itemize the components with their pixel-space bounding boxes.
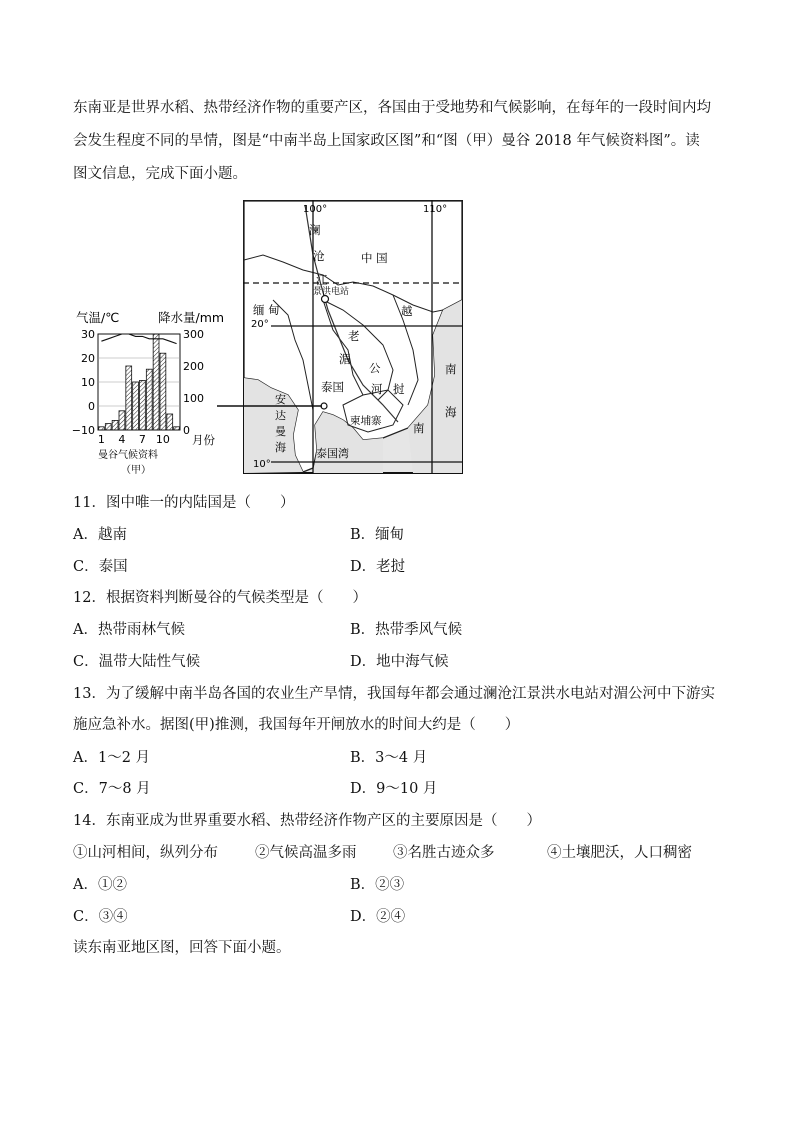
q14-option-c[interactable]: C．③④ <box>73 909 128 925</box>
right-tick-label: 300 <box>183 328 204 341</box>
label-laos: 老 <box>348 329 360 343</box>
chart-caption-2: （甲） <box>121 465 151 476</box>
intro-line-3: 图文信息，完成下面小题。 <box>73 166 247 182</box>
left-tick-label: 0 <box>88 400 95 413</box>
q14-statement-3: ③名胜古迹众多 <box>393 845 495 861</box>
label-jinghong: 景洪电站 <box>313 287 350 297</box>
next-section-instruction: 读东南亚地区图，回答下面小题。 <box>73 940 291 956</box>
label-lancang-3: 江 <box>316 273 328 287</box>
q11-stem: 11．图中唯一的内陆国是（ ） <box>73 495 295 511</box>
q13-option-d[interactable]: D．9～10 月 <box>350 781 438 797</box>
label-lat-20: 20° <box>251 319 269 330</box>
label-wo: 挝 <box>393 382 405 396</box>
x-tick-label: 4 <box>118 433 126 446</box>
label-china: 中 国 <box>361 251 388 265</box>
label-nanhai-2: 海 <box>445 405 457 419</box>
right-tick-label: 200 <box>183 360 204 373</box>
chart-caption-1: 曼谷气候资料 <box>98 450 158 461</box>
q13-option-c[interactable]: C．7～8 月 <box>73 781 151 797</box>
q11-option-d[interactable]: D．老挝 <box>350 559 406 575</box>
q14-statement-4: ④土壤肥沃，人口稠密 <box>547 845 692 861</box>
label-cambodia: 柬埔寨 <box>350 415 382 427</box>
q14-stem: 14．东南亚成为世界重要水稻、热带经济作物产区的主要原因是（ ） <box>73 813 541 829</box>
label-andaman-2: 达 <box>275 409 286 422</box>
label-lancang-2: 沧 <box>313 249 325 263</box>
label-yue: 越 <box>401 304 413 318</box>
left-axis-label: 气温/℃ <box>76 310 120 325</box>
q14-option-b[interactable]: B．②③ <box>350 877 405 893</box>
q12-stem: 12．根据资料判断曼谷的气候类型是（ ） <box>73 590 367 606</box>
q12-option-d[interactable]: D．地中海气候 <box>350 654 449 670</box>
label-lancang-1: 澜 <box>309 223 321 237</box>
label-nanhai-1: 南 <box>445 362 457 376</box>
q14-statement-2: ②气候高温多雨 <box>255 845 357 861</box>
intro-line-1: 东南亚是世界水稻、热带经济作物的重要产区，各国由于受地势和气候影响，在每年的一段时间内均 <box>73 100 711 116</box>
label-gulf-of-thailand: 泰国湾 <box>316 447 349 460</box>
q13-stem-line-1: 13．为了缓解中南半岛各国的农业生产旱情，我国每年都会通过澜沧江景洪水电站对湄公河中下游实 <box>73 686 715 702</box>
q14-option-d[interactable]: D．②④ <box>350 909 406 925</box>
label-andaman-3: 曼 <box>275 425 286 438</box>
label-andaman-4: 海 <box>275 441 286 454</box>
label-andaman-1: 安 <box>275 393 286 406</box>
left-tick-label: 30 <box>81 328 95 341</box>
q14-statement-1: ①山河相间，纵列分布 <box>73 845 218 861</box>
q14-option-a[interactable]: A．①② <box>73 877 127 893</box>
intro-line-2: 会发生程度不同的旱情，图是“中南半岛上国家政区图”和“图（甲）曼谷 2018 年气候资料图”。读 <box>73 133 700 149</box>
label-he: 河 <box>371 382 383 396</box>
label-mei: 湄 <box>339 352 351 366</box>
label-lat-10: 10° <box>253 459 271 470</box>
left-tick-label: −10 <box>71 424 95 437</box>
x-axis-unit-label: 月份 <box>192 433 215 447</box>
q13-option-a[interactable]: A．1～2 月 <box>73 750 151 766</box>
q13-option-b[interactable]: B．3～4 月 <box>350 750 428 766</box>
q11-option-b[interactable]: B．缅甸 <box>350 527 405 543</box>
x-tick-label: 10 <box>155 433 170 446</box>
q11-option-c[interactable]: C．泰国 <box>73 559 128 575</box>
q12-option-a[interactable]: A．热带雨林气候 <box>73 622 185 638</box>
q13-stem-line-2: 施应急补水。据图(甲)推测，我国每年开闸放水的时间大约是（ ） <box>73 717 520 733</box>
right-tick-label: 0 <box>183 424 190 437</box>
q11-option-a[interactable]: A．越南 <box>73 527 127 543</box>
label-gong: 公 <box>369 361 381 375</box>
label-myanmar: 缅 甸 <box>253 303 280 317</box>
q12-option-c[interactable]: C．温带大陆性气候 <box>73 654 201 670</box>
right-tick-label: 100 <box>183 392 204 405</box>
x-tick-label: 7 <box>138 433 146 446</box>
label-lon-110: 110° <box>423 204 448 215</box>
q12-option-b[interactable]: B．热带季风气候 <box>350 622 463 638</box>
label-nan-vietnam: 南 <box>413 421 425 435</box>
left-tick-label: 20 <box>81 352 95 365</box>
label-lon-100: 100° <box>303 204 328 215</box>
x-tick-label: 1 <box>97 433 105 446</box>
label-thailand: 泰国 <box>321 380 344 394</box>
right-axis-label: 降水量/mm <box>158 310 225 325</box>
left-tick-label: 10 <box>81 376 95 389</box>
